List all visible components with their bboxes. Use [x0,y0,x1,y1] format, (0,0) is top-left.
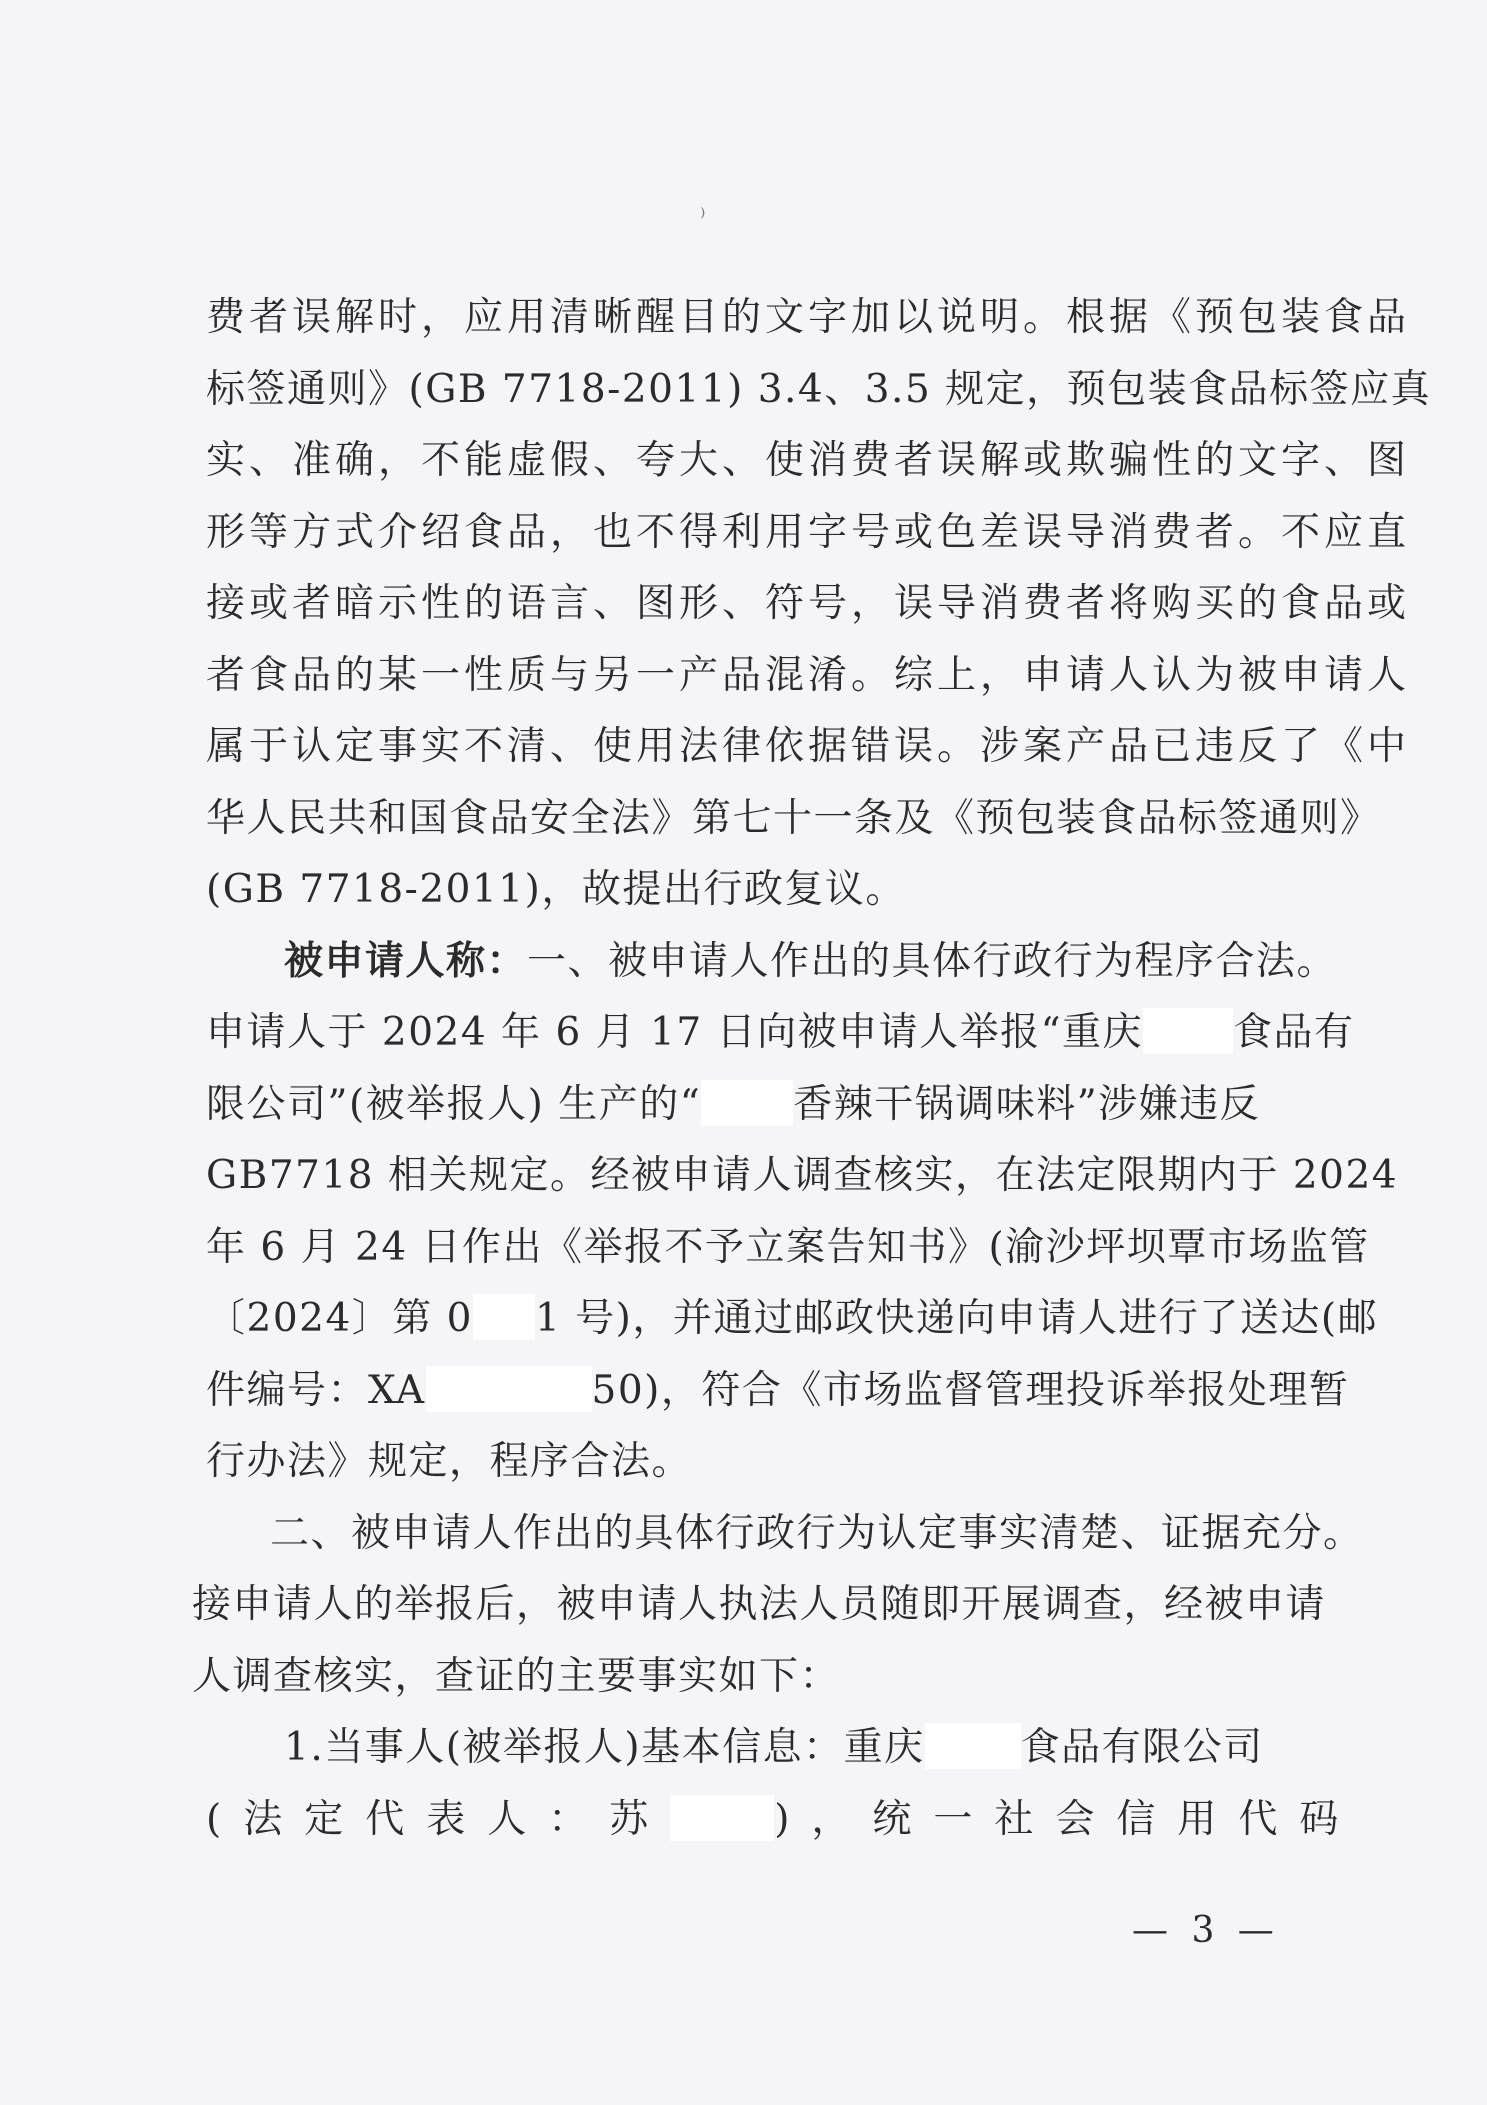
page-number: — 3 — [1132,1910,1280,1951]
text-line: 实、准确，不能虚假、夸大、使消费者误解或欺骗性的文字、图 [206,438,1411,483]
text-line: 行办法》规定，程序合法。 [206,1439,693,1484]
redaction-box [426,1366,592,1412]
text-line [206,1712,1306,1784]
text-line [206,1283,1379,1355]
respondent-paragraph-start [206,926,1338,998]
redaction-box [473,1294,535,1340]
redaction-box [701,1080,793,1126]
text-segment: 申请人于 2024 年 6 月 17 日向被申请人举报“重庆 [206,1010,1144,1055]
text-segment: 食品有 [1233,1010,1355,1055]
text-segment: 1.当事人(被举报人)基本信息：重庆 [284,1725,925,1770]
text-segment: 香辣干锅调味料”涉嫌违反 [793,1081,1261,1127]
text-line: 费者误解时，应用清晰醒目的文字加以说明。根据《预包装食品 [206,295,1411,340]
text-segment: (法定代表人：苏 [206,1796,671,1842]
text-segment: 限公司”(被举报人) 生产的“ [206,1081,702,1127]
text-segment: 食品有限公司 [1020,1725,1264,1770]
text-line: 者食品的某一性质与另一产品混淆。综上，申请人认为被申请人 [206,652,1411,698]
document-body [192,282,1432,1855]
text-line: GB7718 相关规定。经被申请人调查核实，在法定限期内于 2024 [206,1153,1399,1198]
text-line [206,1784,1361,1856]
text-segment: 件编号：XA [206,1367,426,1413]
text-line: 人调查核实，查证的主要事实如下： [192,1653,841,1699]
text-line [206,1355,1350,1427]
text-line: 接申请人的举报后，被申请人执法人员随即开展调查，经被申请 [192,1582,1327,1627]
text-line [206,1069,1306,1141]
text-line: 华人民共和国食品安全法》第七十一条及《预包装食品标签通则》 [206,795,1381,841]
text-line: (GB 7718-2011)，故提出行政复议。 [206,867,906,912]
text-line: 形等方式介绍食品，也不得利用字号或色差误导消费者。不应直 [206,509,1411,555]
text-line: 属于认定事实不清、使用法律依据错误。涉案产品已违反了《中 [206,724,1411,769]
text-line: 年 6 月 24 日作出《举报不予立案告知书》(渝沙坪坝覃市场监管 [206,1224,1370,1270]
text-segment: 1 号)，并通过邮政快递向申请人进行了送达(邮 [534,1296,1379,1341]
redaction-box [670,1795,774,1841]
text-line: 标签通则》(GB 7718-2011) 3.4、3.5 规定，预包装食品标签应真 [206,366,1432,412]
text-segment: 50)，符合《市场监督管理投诉举报处理暂 [591,1367,1350,1413]
text-segment: )，统一社会信用代码 [774,1796,1361,1842]
text-segment: 一、被申请人作出的具体行政行为程序合法。 [527,938,1338,984]
redaction-box [1143,1008,1233,1054]
text-segment: 〔2024〕第 0 [206,1296,473,1341]
redaction-box [925,1723,1021,1769]
text-line [206,997,1355,1069]
margin-mark: ⁾ [700,205,706,230]
respondent-heading: 被申请人称： [284,937,528,984]
text-line: 接或者暗示性的语言、图形、符号，误导消费者将购买的食品或 [206,581,1411,626]
text-line: 二、被申请人作出的具体行政行为认定事实清楚、证据充分。 [270,1510,1364,1556]
